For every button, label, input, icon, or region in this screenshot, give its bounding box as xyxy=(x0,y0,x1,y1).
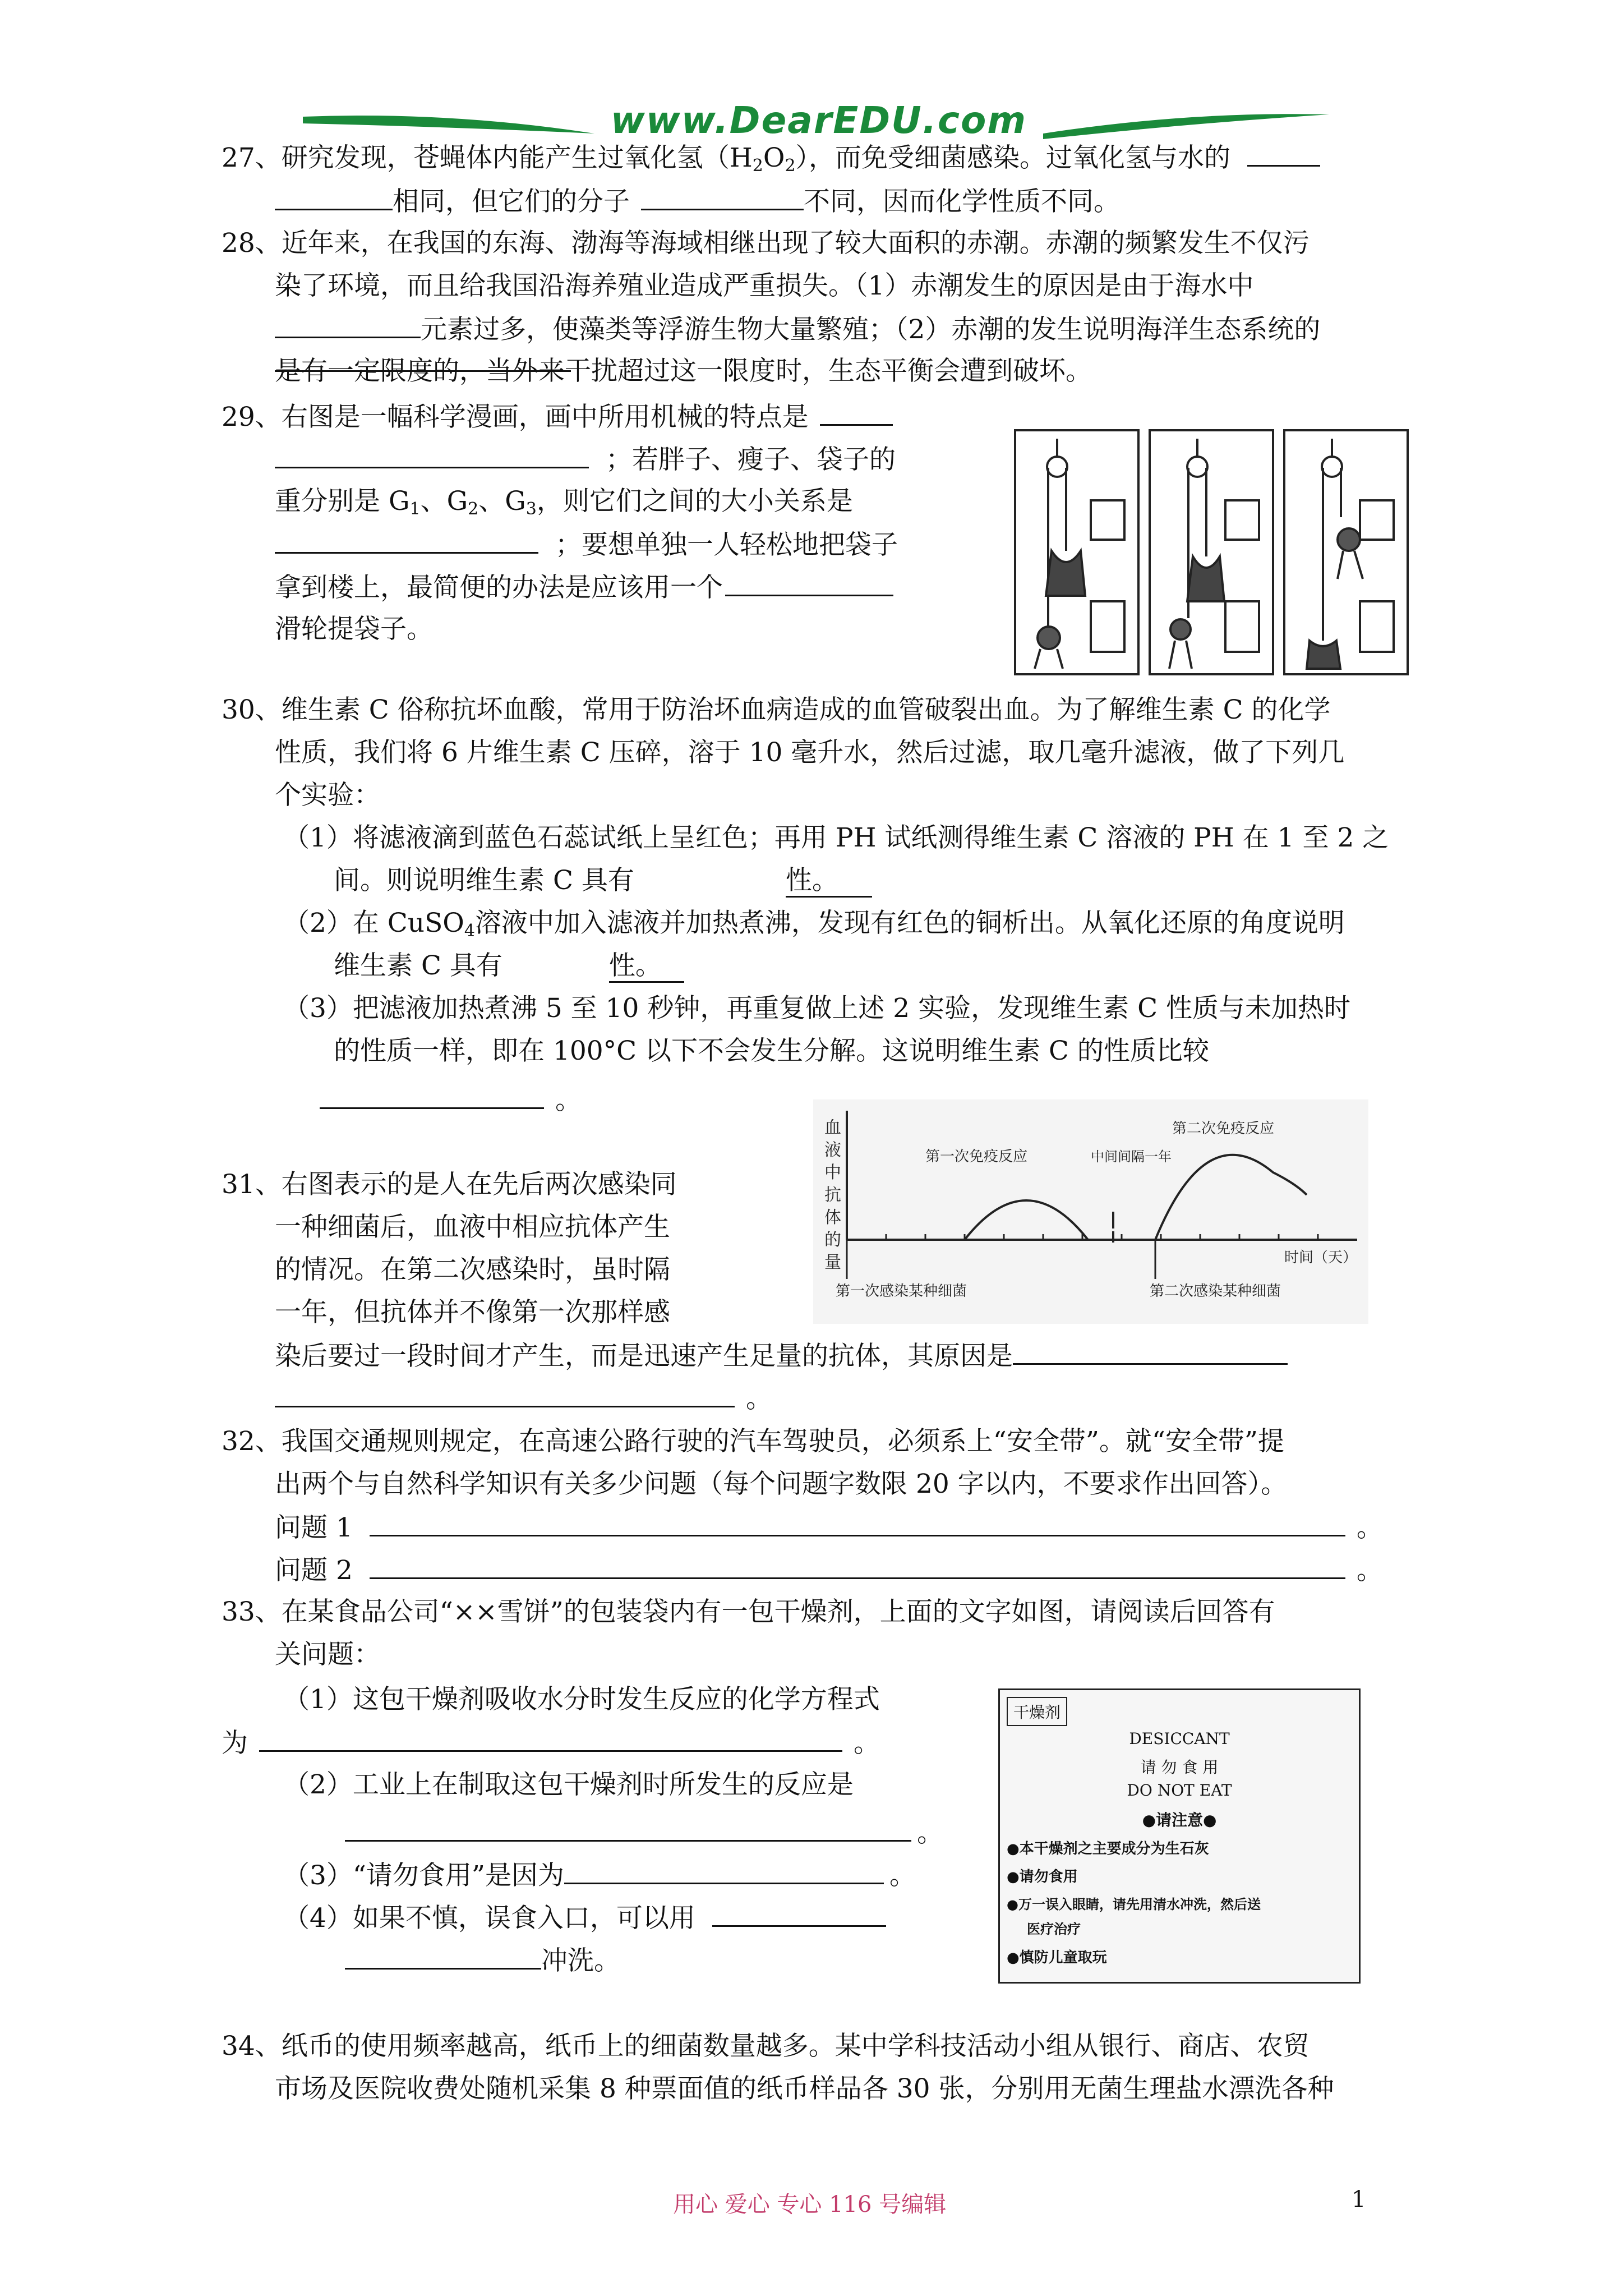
svg-text:体: 体 xyxy=(824,1208,841,1227)
q28-blank-2[interactable] xyxy=(275,370,571,372)
q32-line1: 32、我国交通规则规定，在高速公路行驶的汽车驾驶员，必须系上“安全带”。就“安全带”提 xyxy=(222,1426,1284,1457)
q28-line3: 元素过多，使藻类等浮游生物大量繁殖；（2）赤潮的发生说明海洋生态系统的 xyxy=(275,312,1320,347)
q29-line1: 29、右图是一幅科学漫画，画中所用机械的特点是 xyxy=(222,399,893,434)
q27-blank-1[interactable] xyxy=(1247,140,1320,167)
chart-first-infection: 第一次感染某种细菌 xyxy=(836,1283,967,1300)
q33-s1-line1: （1）这包干燥剂吸收水分时发生反应的化学方程式 xyxy=(283,1684,880,1715)
q30-s3-line2: 的性质一样，即在 100°C 以下不会发生分解。这说明维生素 C 的性质比较 xyxy=(334,1036,1209,1066)
q27-blank-2[interactable] xyxy=(275,184,393,210)
q30-line2: 性质，我们将 6 片维生素 C 压碎，溶于 10 毫升水，然后过滤，取几毫升滤液，做了下列几 xyxy=(275,737,1345,768)
q31-line5: 染后要过一段时间才产生，而是迅速产生足量的抗体，其原因是 xyxy=(275,1338,1288,1373)
q28-line1: 28、近年来，在我国的东海、渤海等海域相继出现了较大面积的赤潮。赤潮的频繁发生不仅污 xyxy=(222,228,1310,259)
q32-blank-1[interactable] xyxy=(370,1510,1345,1536)
q27-blank-3[interactable] xyxy=(641,184,804,210)
antibody-chart xyxy=(813,1099,1368,1324)
footer-text: 用心 爱心 专心 116 号编辑 xyxy=(673,2192,947,2217)
q29-line6: 滑轮提袋子。 xyxy=(275,614,433,645)
chart-first-response: 第一次免疫反应 xyxy=(925,1148,1028,1165)
svg-text:液: 液 xyxy=(824,1140,841,1160)
q33-blank-4[interactable] xyxy=(712,1901,886,1927)
q30-s2-line1: （2）在 CuSO$_4$溶液中加入滤液并加热煮沸，发现有红色的铜析出。从氧化还原的角度说明 xyxy=(283,908,1345,941)
q30-blank-1[interactable]: 性。 xyxy=(786,865,872,898)
q30-blank-3[interactable] xyxy=(320,1083,544,1109)
q30-line1: 30、维生素 C 俗称抗坏血酸，常用于防治坏血病造成的血管破裂出血。为了解维生素 C 的化学 xyxy=(222,694,1331,725)
label-en1: DESICCANT xyxy=(1129,1729,1230,1748)
q29-line5: 拿到楼上，最简便的办法是应该用一个 xyxy=(275,570,893,605)
q32-question1: 问题 1 。 xyxy=(275,1510,1383,1545)
svg-text:中: 中 xyxy=(824,1163,841,1182)
q30-blank-2[interactable]: 性。 xyxy=(609,950,684,983)
q30-line3: 个实验： xyxy=(275,780,380,811)
q33-s3: （3）“请勿食用”是因为 。 xyxy=(283,1858,916,1893)
label-bullet-1: ●本干燥剂之主要成分为生石灰 xyxy=(1007,1841,1209,1857)
q33-blank-3[interactable] xyxy=(564,1858,884,1884)
q33-blank-1[interactable] xyxy=(259,1726,842,1752)
q31-blank-2[interactable] xyxy=(275,1381,735,1407)
q29-blank-1[interactable] xyxy=(820,399,893,426)
q29-line2: ；若胖子、瘦子、袋子的 xyxy=(275,442,896,477)
q31-line3: 的情况。在第二次感染时，虽时隔 xyxy=(275,1254,670,1285)
q28-line4: 是有一定限度的，当外来干扰超过这一限度时，生态平衡会遭到破坏。 xyxy=(275,356,1092,386)
q28-blank-1[interactable] xyxy=(275,312,421,338)
q30-s1-line2: 间。则说明维生素 C 具有 性。 xyxy=(334,864,872,898)
chart-ylabel-1: 血 xyxy=(824,1118,841,1138)
q33-blank-2[interactable] xyxy=(345,1815,911,1842)
site-logo[interactable]: www.DearEDU.com xyxy=(610,99,1027,142)
q30-s2-line2: 维生素 C 具有 性。 xyxy=(334,949,684,983)
q33-s1-line2: 为 。 xyxy=(222,1726,880,1760)
q31-line1: 31、右图表示的是人在先后两次感染同 xyxy=(222,1169,677,1200)
q33-line1: 33、在某食品公司“××雪饼”的包装袋内有一包干燥剂，上面的文字如图，请阅读后回答有 xyxy=(222,1596,1275,1627)
q33-s4-line1: （4）如果不慎，误食入口，可以用 xyxy=(283,1901,886,1935)
q30-s1-line1: （1）将滤液滴到蓝色石蕊试纸上呈红色；再用 PH 试纸测得维生素 C 溶液的 PH 在 1 至 2 之 xyxy=(283,822,1389,853)
q30-s3-line1: （3）把滤液加热煮沸 5 至 10 秒钟，再重复做上述 2 实验，发现维生素 C 性质与未加热时 xyxy=(283,993,1350,1024)
q27-line2: 相同，但它们的分子 不同，因而化学性质不同。 xyxy=(275,184,1120,219)
q32-blank-2[interactable] xyxy=(370,1553,1345,1579)
pulley-cartoon-figure xyxy=(1012,427,1410,679)
q33-s2-line2: 。 xyxy=(345,1815,943,1850)
label-bullet-3: ●万一误入眼睛，请先用清水冲洗，然后送 xyxy=(1007,1897,1261,1912)
q33-line2: 关问题： xyxy=(275,1639,380,1670)
desiccant-label-figure xyxy=(998,1688,1361,1984)
q32-question2: 问题 2 。 xyxy=(275,1553,1383,1588)
chart-xlabel: 时间（天） xyxy=(1284,1249,1358,1266)
q34-line1: 34、纸币的使用频率越高，纸币上的细菌数量越多。某中学科技活动小组从银行、商店、农贸 xyxy=(222,2031,1310,2062)
q33-s2-line1: （2）工业上在制取这包干燥剂时所发生的反应是 xyxy=(283,1769,854,1800)
svg-text:抗: 抗 xyxy=(824,1185,841,1205)
page-number: 1 xyxy=(1352,2187,1366,2212)
q31-line6: 。 xyxy=(275,1381,772,1416)
q33-s4-line2: 冲洗。 xyxy=(345,1943,620,1978)
label-en2: DO NOT EAT xyxy=(1127,1781,1232,1800)
label-bullet-3b: 医疗治疗 xyxy=(1027,1921,1081,1937)
q29-blank-3[interactable] xyxy=(725,570,893,596)
svg-text:量: 量 xyxy=(824,1253,841,1272)
q34-line2: 市场及医院收费处随机采集 8 种票面值的纸币样品各 30 张，分别用无菌生理盐水漂洗各种 xyxy=(275,2073,1334,2104)
q29-blank-2[interactable] xyxy=(275,527,538,554)
chart-second-response: 第二次免疫反应 xyxy=(1172,1120,1275,1137)
chart-second-infection: 第二次感染某种细菌 xyxy=(1150,1283,1281,1300)
label-bullet-4: ●慎防儿童取玩 xyxy=(1007,1949,1107,1966)
q32-line2: 出两个与自然科学知识有关多少问题（每个问题字数限 20 字以内，不要求作出回答）。 xyxy=(275,1469,1288,1499)
label-title: 干燥剂 xyxy=(1007,1697,1067,1726)
label-cn1: 请 勿 食 用 xyxy=(1140,1758,1219,1777)
q30-s3-line3: 。 xyxy=(320,1083,582,1117)
q29-blank-1b[interactable] xyxy=(275,442,589,468)
q28-line2: 染了环境，而且给我国沿海养殖业造成严重损失。（1）赤潮发生的原因是由于海水中 xyxy=(275,270,1254,301)
q31-line2: 一种细菌后，血液中相应抗体产生 xyxy=(275,1212,670,1243)
q33-blank-5[interactable] xyxy=(345,1943,541,1970)
q31-blank-1[interactable] xyxy=(1013,1338,1288,1365)
chart-interval: 中间间隔一年 xyxy=(1091,1149,1172,1165)
q31-line4: 一年，但抗体并不像第一次那样感 xyxy=(275,1297,670,1328)
q29-line4: ；要想单独一人轻松地把袋子 xyxy=(275,527,898,562)
q29-line3: 重分别是 $G_1$、$G_2$、$G_3$，则它们之间的大小关系是 xyxy=(275,486,853,519)
svg-text:的: 的 xyxy=(824,1230,841,1250)
label-bullet-2: ●请勿食用 xyxy=(1007,1869,1078,1885)
q27-line1: 27、研究发现，苍蝇体内能产生过氧化氢$(H_2O_2)$，而免受细菌感染。过氧化氢与水的 xyxy=(222,140,1320,183)
label-note: ●请注意● xyxy=(1142,1811,1217,1829)
